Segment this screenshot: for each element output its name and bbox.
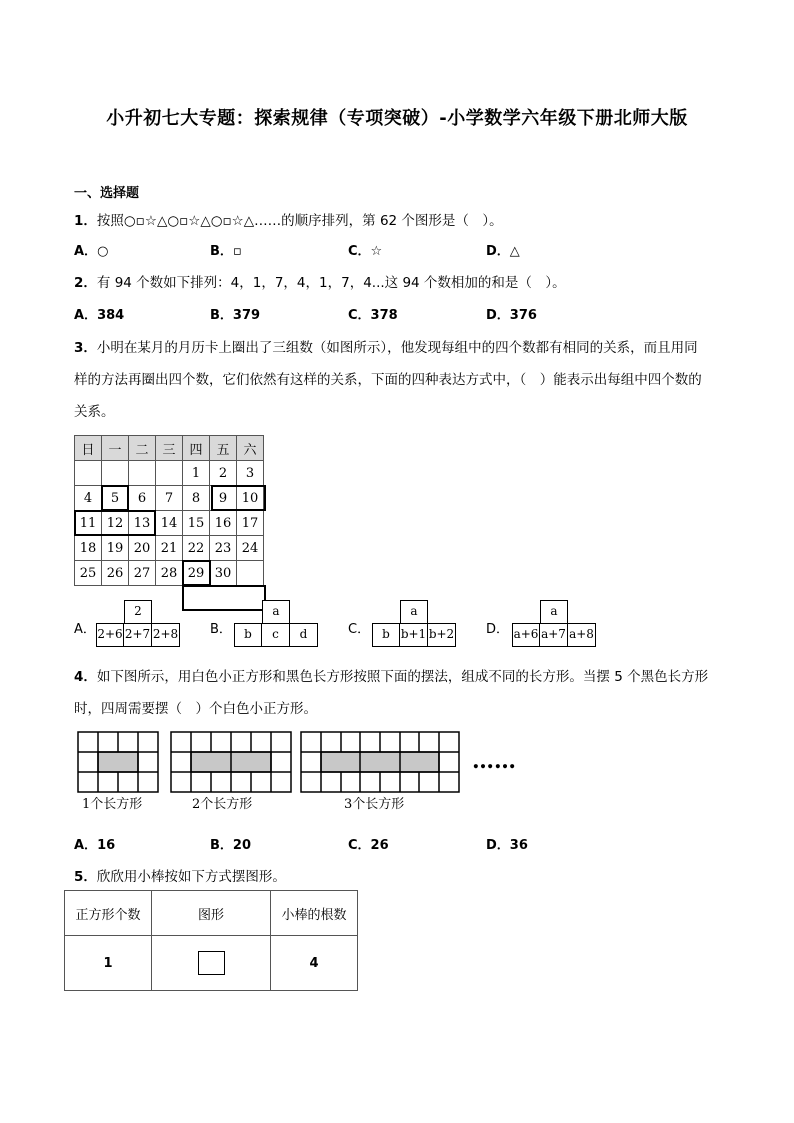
calendar-day: 19 xyxy=(102,536,129,561)
q4-option-b[interactable]: B．20 xyxy=(210,838,252,853)
q3-option-c-label[interactable]: C． xyxy=(348,622,371,637)
question-3-line-3: 关系。 xyxy=(74,404,115,420)
calendar-day: 23 xyxy=(210,536,237,561)
weekday-cell: 五 xyxy=(210,436,237,461)
calendar-day: 24 xyxy=(237,536,264,561)
pattern-caption: 3个长方形 xyxy=(344,797,405,812)
q1-option-b[interactable]: B．▫ xyxy=(210,244,242,259)
q5-data-row xyxy=(65,936,358,991)
pattern-1 xyxy=(78,732,158,792)
weekday-cell: 六 xyxy=(237,436,264,461)
calendar-day: 13 xyxy=(129,511,156,536)
q5-header-count: 正方形个数 xyxy=(65,891,152,936)
q5-header-sticks: 小棒的根数 xyxy=(271,891,358,936)
calendar-day xyxy=(156,461,183,486)
q5-figure-cell xyxy=(152,936,271,991)
q4-option-a[interactable]: A．16 xyxy=(74,838,116,853)
calendar-day: 17 xyxy=(237,511,264,536)
q5-header-row xyxy=(65,891,358,936)
calendar-day: 29 xyxy=(183,561,210,586)
weekday-cell: 二 xyxy=(129,436,156,461)
ellipsis: …… xyxy=(472,748,516,774)
q1-option-c[interactable]: C．☆ xyxy=(348,244,383,259)
weekday-cell: 四 xyxy=(183,436,210,461)
highlight-box xyxy=(211,485,266,511)
calendar-day: 27 xyxy=(129,561,156,586)
calendar-day: 3 xyxy=(237,461,264,486)
q5-sticks-cell: 4 xyxy=(271,936,358,991)
calendar-week-row xyxy=(75,561,264,586)
question-4-line-1: 4．如下图所示，用白色小正方形和黑色长方形按照下面的摆法，组成不同的长方形。当摆 5 个黑色长方形 xyxy=(74,669,709,685)
q4-option-d[interactable]: D．36 xyxy=(486,838,528,853)
weekday-cell: 三 xyxy=(156,436,183,461)
q1-option-d[interactable]: D．△ xyxy=(486,244,520,259)
q5-count-cell: 1 xyxy=(65,936,152,991)
q5-table xyxy=(64,890,358,991)
weekday-cell: 日 xyxy=(75,436,102,461)
calendar-day: 2 xyxy=(210,461,237,486)
calendar-day: 10 xyxy=(237,486,264,511)
q3-option-b-figure[interactable]: a b c d xyxy=(234,600,318,648)
question-number: 4． xyxy=(74,669,97,685)
pattern-2 xyxy=(171,732,291,792)
highlight-box xyxy=(182,560,211,586)
calendar-day xyxy=(75,461,102,486)
calendar-day: 11 xyxy=(75,511,102,536)
calendar-day xyxy=(237,561,264,586)
question-1 xyxy=(74,209,503,229)
highlight-box xyxy=(101,485,129,511)
calendar-day: 15 xyxy=(183,511,210,536)
question-3-line-1: 3．小明在某月的月历卡上圈出了三组数（如图所示），他发现每组中的四个数都有相同的关系，而且用同 xyxy=(74,340,698,356)
calendar-day: 25 xyxy=(75,561,102,586)
q2-option-b[interactable]: B．379 xyxy=(210,308,261,323)
calendar-day: 26 xyxy=(102,561,129,586)
calendar-day: 14 xyxy=(156,511,183,536)
question-text: 有 94 个数如下排列：4，1，7，4，1，7，4...这 94 个数相加的和是（ ）。 xyxy=(96,275,566,291)
calendar-day: 18 xyxy=(75,536,102,561)
calendar-day xyxy=(129,461,156,486)
q4-option-c[interactable]: C．26 xyxy=(348,838,389,853)
q3-option-d-figure[interactable]: a a+6 a+7 a+8 xyxy=(512,600,596,648)
q3-option-a-figure[interactable]: 2 2+6 2+7 2+8 xyxy=(96,600,180,648)
page-title: 小升初七大专题：探索规律（专项突破）-小学数学六年级下册北师大版 xyxy=(106,108,688,129)
q3-option-d-label[interactable]: D． xyxy=(486,622,510,637)
calendar-day: 7 xyxy=(156,486,183,511)
q5-header-figure: 图形 xyxy=(152,891,271,936)
question-number: 3． xyxy=(74,340,97,356)
q1-option-a[interactable]: A．○ xyxy=(74,244,109,259)
calendar-day xyxy=(102,461,129,486)
q3-option-c-figure[interactable]: a b b+1 b+2 xyxy=(372,600,456,648)
calendar-figure xyxy=(74,435,264,586)
calendar-week-row xyxy=(75,461,264,486)
weekday-cell: 一 xyxy=(102,436,129,461)
question-2 xyxy=(74,271,566,291)
q3-option-b-label[interactable]: B． xyxy=(210,622,232,637)
q4-pattern-figure xyxy=(74,728,544,818)
calendar-day: 22 xyxy=(183,536,210,561)
highlight-box xyxy=(74,510,156,536)
question-4-line-2: 时，四周需要摆（ ）个白色小正方形。 xyxy=(74,701,317,717)
calendar-day: 1 xyxy=(183,461,210,486)
calendar-day: 6 xyxy=(129,486,156,511)
section-heading: 一、选择题 xyxy=(74,186,140,201)
calendar-day: 21 xyxy=(156,536,183,561)
calendar-day: 9 xyxy=(210,486,237,511)
calendar-day: 30 xyxy=(210,561,237,586)
pattern-caption: 2个长方形 xyxy=(192,797,253,812)
question-text: 欣欣用小棒按如下方式摆图形。 xyxy=(96,869,286,885)
q2-option-d[interactable]: D．376 xyxy=(486,308,537,323)
question-3-line-2: 样的方法再圈出四个数，它们依然有这样的关系，下面的四种表达方式中，（ ）能表示出每组中四个数的 xyxy=(74,372,702,388)
calendar-week-row xyxy=(75,536,264,561)
calendar-weekday-row xyxy=(75,436,264,461)
calendar-day: 20 xyxy=(129,536,156,561)
q3-option-a-label[interactable]: A． xyxy=(74,622,96,637)
q2-option-a[interactable]: A．384 xyxy=(74,308,125,323)
pattern-caption: 1个长方形 xyxy=(82,797,143,812)
calendar-day: 28 xyxy=(156,561,183,586)
calendar-day: 5 xyxy=(102,486,129,511)
q2-option-c[interactable]: C．378 xyxy=(348,308,398,323)
calendar-day: 8 xyxy=(183,486,210,511)
calendar-day: 4 xyxy=(75,486,102,511)
question-number: 2． xyxy=(74,275,97,291)
question-number: 1． xyxy=(74,213,97,229)
question-5 xyxy=(74,865,286,885)
question-text: 按照○▫☆△○▫☆△○▫☆△……的顺序排列，第 62 个图形是（ ）。 xyxy=(96,213,503,229)
pattern-3 xyxy=(301,732,459,792)
calendar-day: 16 xyxy=(210,511,237,536)
question-number: 5． xyxy=(74,869,97,885)
calendar-day: 12 xyxy=(102,511,129,536)
square-shape xyxy=(198,951,225,975)
